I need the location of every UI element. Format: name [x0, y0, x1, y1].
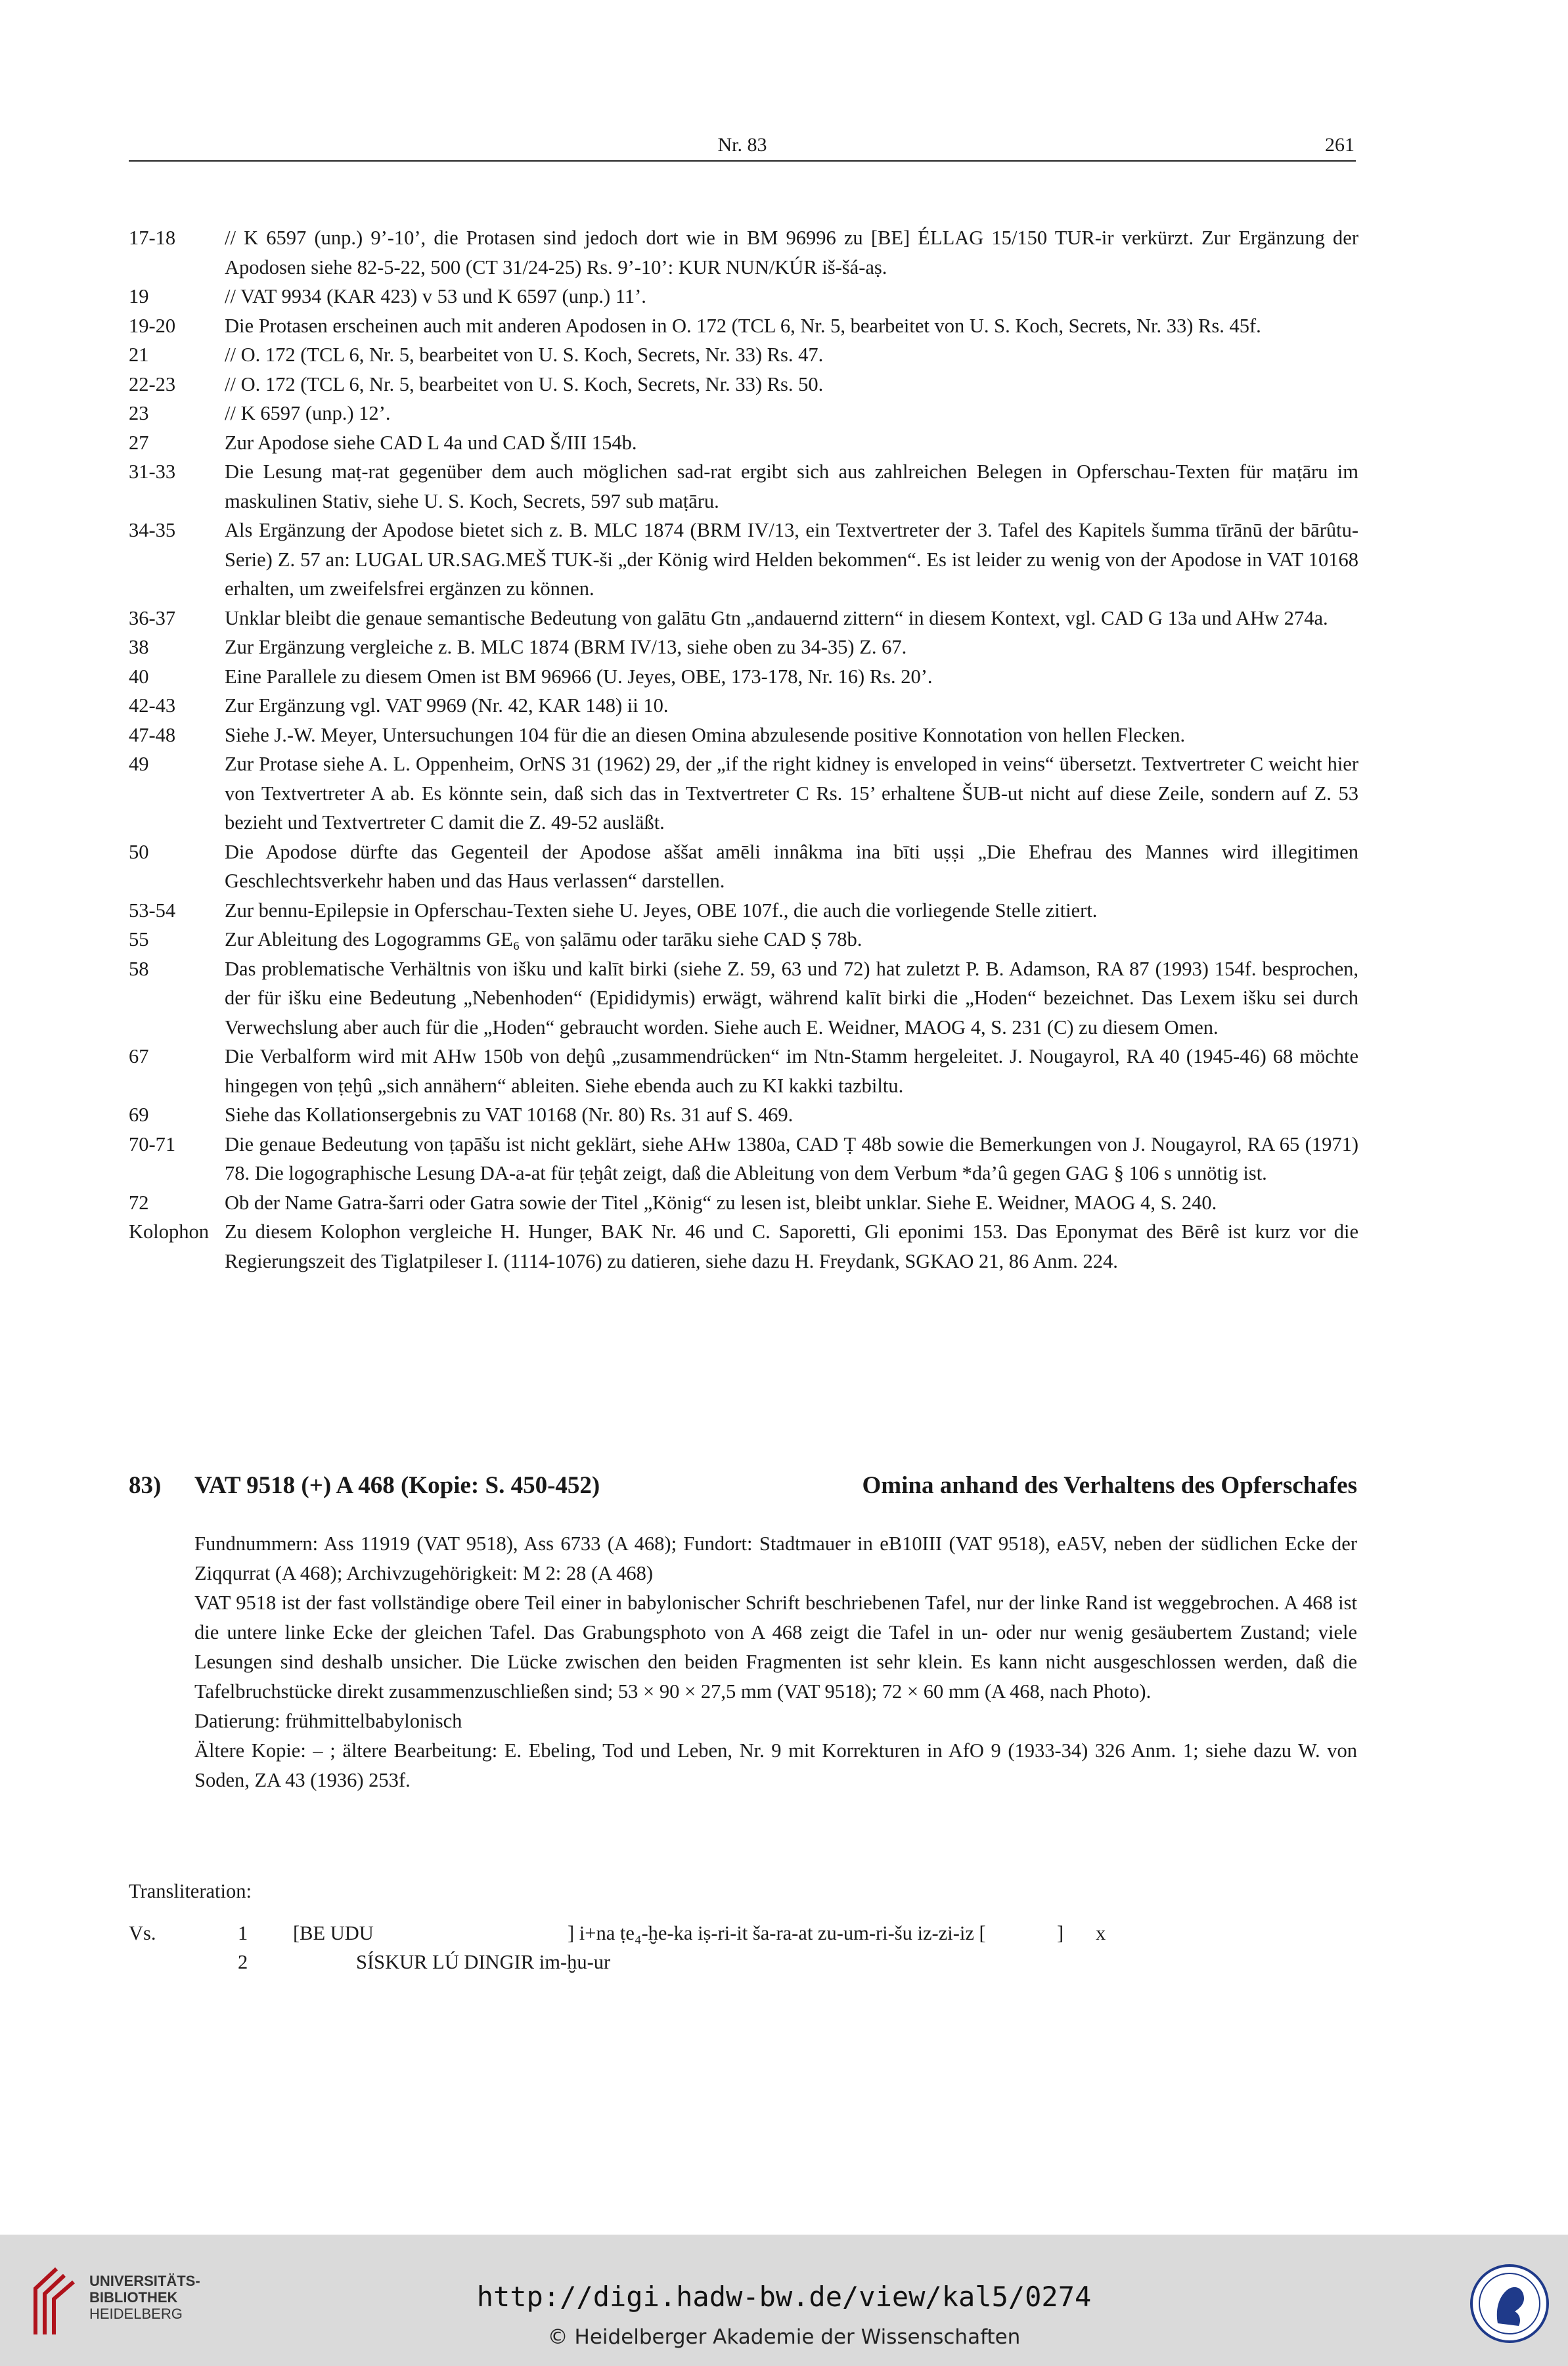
note-row [129, 604, 1358, 633]
academy-seal-icon [1469, 2263, 1550, 2344]
note-line-ref: 55 [129, 928, 149, 950]
note-text: Die Verbalform wird mit AHw 150b von deḫû „zusammendrücken“ im Ntn-Stamm hergeleitet. J. Nougayrol, RA 40 (1945-46) 68 möchte hingegen von ṭeḫû „sich annähern“ ableiten. Siehe ebenda auch zu KI kakki tazbiltu. [225, 1045, 1358, 1097]
note-text: Die genaue Bedeutung von ṭapāšu ist nicht geklärt, siehe AHw 1380a, CAD Ṭ 48b sowie die Bemerkungen von J. Nougayrol, RA 65 (1971) 78. Die logographische Lesung DA-a-at für ṭeḫât zeigt, daß die Ableitung von dem Verbum *da’û gegen GAG § 106 s unnötig ist. [225, 1132, 1358, 1184]
note-line-ref: 50 [129, 840, 149, 863]
library-name-line: UNIVERSITÄTS- [89, 2273, 200, 2289]
note-row [129, 370, 1358, 399]
note-text: Siehe J.-W. Meyer, Untersuchungen 104 für die an diesen Omina abzulesende positive Konnotation von hellen Flecken. [225, 723, 1186, 746]
running-title: Nr. 83 [717, 134, 767, 156]
note-text: Zu diesem Kolophon vergleiche H. Hunger, BAK Nr. 46 und C. Saporetti, Gli eponimi 153. Das Eponymat des Bērê ist kurz vor die Regierungszeit des Tiglatpileser I. (1114-1076) zu datieren, siehe dazu H. Freydank, SGKAO 21, 86 Anm. 224. [225, 1220, 1358, 1272]
note-line-ref: 69 [129, 1104, 149, 1126]
note-text: // O. 172 (TCL 6, Nr. 5, bearbeitet von U. S. Koch, Secrets, Nr. 33) Rs. 47. [225, 344, 824, 366]
note-line-ref: 31-33 [129, 460, 176, 483]
entry-topic: Omina anhand des Verhaltens des Opferschafes [862, 1472, 1357, 1499]
line-text-part: ] [1057, 1922, 1064, 1944]
note-line-ref: 36-37 [129, 606, 176, 629]
note-text: // K 6597 (unp.) 9’-10’, die Protasen sind jedoch dort wie in BM 96996 zu [BE] ÉLLAG 15/150 TUR-ir verkürzt. Zur Ergänzung der Apodosen siehe 82-5-22, 500 (CT 31/24-25) Rs. 9’-10’: KUR NUN/KÚR iš-šá-aṣ. [225, 227, 1358, 279]
entry-paragraph: Fundnummern: Ass 11919 (VAT 9518), Ass 6733 (A 468); Fundort: Stadtmauer in eB10III (VAT 9518), eA5V, neben der südlichen Ecke der Ziqqurrat (A 468); Archivzugehörigkeit: M 2: 28 (A 468) [194, 1532, 1357, 1584]
entry-description [194, 1529, 1357, 1795]
note-text: Die Protasen erscheinen auch mit anderen Apodosen in O. 172 (TCL 6, Nr. 5, bearbeitet von U. S. Koch, Secrets, Nr. 33) Rs. 45f. [225, 314, 1261, 337]
line-text-part: SÍSKUR LÚ DINGIR im-ḫu-ur [356, 1951, 611, 1973]
note-line-ref: 40 [129, 665, 149, 688]
commentary-notes [129, 223, 1358, 1276]
note-row [129, 223, 1358, 282]
note-row [129, 896, 1358, 926]
note-text: // VAT 9934 (KAR 423) v 53 und K 6597 (unp.) 11’. [225, 285, 646, 307]
note-line-ref: 53-54 [129, 899, 176, 922]
note-text: Zur Ergänzung vergleiche z. B. MLC 1874 (BRM IV/13, siehe oben zu 34-35) Z. 67. [225, 636, 907, 658]
line-text-part: ] i+na ṭe₄-ḫe-ka iṣ-ri-it ša-ra-at zu-um-ri-šu iz-zi-iz [ [568, 1922, 986, 1944]
note-text: Zur Apodose siehe CAD L 4a und CAD Š/III 154b. [225, 431, 637, 454]
entry-number: 83) [129, 1472, 162, 1499]
transliteration-label: Transliteration: [129, 1880, 252, 1902]
note-text: Als Ergänzung der Apodose bietet sich z. B. MLC 1874 (BRM IV/13, ein Textvertreter der 3. Tafel des Kapitels šumma tīrānū der bārûtu-Serie) Z. 57 an: LUGAL UR.SAG.MEŠ TUK-ši „der König wird Helden bekommen“. Es ist leider zu wenig von der Apodose in VAT 10168 erhalten, um zweifelsfrei ergänzen zu können. [225, 519, 1358, 600]
note-text: // O. 172 (TCL 6, Nr. 5, bearbeitet von U. S. Koch, Secrets, Nr. 33) Rs. 50. [225, 372, 824, 395]
tablet-side: Vs. [129, 1922, 156, 1944]
note-row [129, 662, 1358, 692]
note-row [129, 633, 1358, 662]
entry-title: VAT 9518 (+) A 468 (Kopie: S. 450-452) [194, 1472, 600, 1499]
note-row [129, 1130, 1358, 1188]
note-text: Das problematische Verhältnis von išku und kalīt birki (siehe Z. 59, 63 und 72) hat zuletzt P. B. Adamson, RA 87 (1993) 154f. besprochen, der für išku eine Bedeutung „Nebenhoden“ (Epididymis) erwägt, während kalīt birki die „Hoden“ bezeichnet. Das Lexem išku sei durch Verwechslung aber auch für die „Hoden“ gebraucht worden. Siehe auch E. Weidner, MAOG 4, S. 231 (C) zu diesem Omen. [225, 957, 1358, 1038]
note-line-ref: 34-35 [129, 519, 176, 541]
note-line-ref: 19-20 [129, 314, 176, 337]
note-text: Zur Ergänzung vgl. VAT 9969 (Nr. 42, KAR 148) ii 10. [225, 694, 669, 717]
page-number: 261 [1325, 134, 1355, 156]
copyright-notice: © Heidelberger Akademie der Wissenschaften [547, 2325, 1021, 2349]
document-url-link[interactable]: http://digi.hadw-bw.de/view/kal5/0274 [476, 2281, 1092, 2313]
entry-paragraph: VAT 9518 ist der fast vollständige obere Teil einer in babylonischer Schrift beschriebenen Tafel, nur der linke Rand ist weggebrochen. A 468 ist die untere linke Ecke der gleichen Tafel. Das Grabungsphoto von A 468 zeigt die Tafel in un- oder nur wenig gesäubertem Zustand; viele Lesungen sind deshalb unsicher. Die Lücke zwischen den beiden Fragmenten ist sehr klein. Es kann nicht ausgeschlossen werden, daß die Tafelbruchstücke direkt zusammenzuschließen sind; 53 × 90 × 27,5 mm (VAT 9518); 72 × 60 mm (A 468, nach Photo). [194, 1592, 1357, 1703]
note-text: Eine Parallele zu diesem Omen ist BM 96966 (U. Jeyes, OBE, 173-178, Nr. 16) Rs. 20’. [225, 665, 933, 688]
note-row [129, 340, 1358, 370]
line-text-part: x [1096, 1922, 1106, 1944]
note-line-ref: 22-23 [129, 372, 176, 395]
note-text: Zur bennu-Epilepsie in Opferschau-Texten siehe U. Jeyes, OBE 107f., die auch die vorliegende Stelle zitiert. [225, 899, 1098, 922]
note-row [129, 721, 1358, 750]
transliteration-line [129, 1922, 1357, 1952]
line-number: 1 [238, 1922, 248, 1944]
note-text: Siehe das Kollationsergebnis zu VAT 10168 (Nr. 80) Rs. 31 auf S. 469. [225, 1104, 794, 1126]
note-text: Zur Protase siehe A. L. Oppenheim, OrNS 31 (1962) 29, der „if the right kidney is enveloped in veins“ übersetzt. Textvertreter C weicht hier von Textvertreter A ab. Es könnte sein, daß sich das in Textvertreter C Rs. 15’ erhaltene ŠUB-ut nicht auf diese Zeile, sondern auf Z. 53 bezieht und Textvertreter C damit die Z. 49-52 ausläßt. [225, 753, 1358, 834]
note-row [129, 925, 1358, 954]
running-head [129, 129, 1356, 162]
note-line-ref: 70-71 [129, 1132, 176, 1155]
note-row [129, 399, 1358, 428]
note-row [129, 516, 1358, 604]
note-row [129, 1217, 1358, 1276]
note-text: // K 6597 (unp.) 12’. [225, 402, 391, 424]
note-line-ref: 17-18 [129, 227, 176, 249]
note-row [129, 428, 1358, 458]
note-line-ref: 42-43 [129, 694, 176, 717]
note-text: Die Apodose dürfte das Gegenteil der Apodose aššat amēli innâkma ina bīti uṣṣi „Die Ehefrau des Mannes wird illegitimen Geschlechtsverkehr haben und das Haus verlassen“ darstellen. [225, 840, 1358, 892]
note-text: Zur Ableitung des Logogramms GE₆ von ṣalāmu oder tarāku siehe CAD Ṣ 78b. [225, 928, 862, 950]
transliteration-line [129, 1951, 1357, 1981]
note-line-ref: 72 [129, 1191, 149, 1214]
note-row [129, 1042, 1358, 1100]
note-text: Unklar bleibt die genaue semantische Bedeutung von galātu Gtn „andauernd zittern“ in diesem Kontext, vgl. CAD G 13a und AHw 274a. [225, 606, 1328, 629]
note-row [129, 311, 1358, 341]
note-row [129, 1100, 1358, 1130]
entry-heading [129, 1471, 1357, 1504]
note-line-ref: 21 [129, 344, 149, 366]
entry-paragraph: Datierung: frühmittelbabylonisch [194, 1710, 462, 1732]
note-line-ref: 38 [129, 636, 149, 658]
note-row [129, 954, 1358, 1042]
note-line-ref: 47-48 [129, 723, 176, 746]
note-line-ref: 27 [129, 431, 149, 454]
note-line-ref: 19 [129, 285, 149, 307]
entry-paragraph: Ältere Kopie: – ; ältere Bearbeitung: E. Ebeling, Tod und Leben, Nr. 9 mit Korrekturen in AfO 9 (1933-34) 326 Anm. 1; siehe dazu W. von Soden, ZA 43 (1936) 253f. [194, 1739, 1357, 1791]
note-row [129, 282, 1358, 311]
note-row [129, 837, 1358, 896]
library-name-line: HEIDELBERG [89, 2306, 183, 2322]
note-row [129, 457, 1358, 516]
line-text-part: [BE UDU [293, 1922, 374, 1944]
note-row [129, 691, 1358, 721]
note-line-ref: 23 [129, 402, 149, 424]
note-text: Ob der Name Gatra-šarri oder Gatra sowie der Titel „König“ zu lesen ist, bleibt unklar. Siehe E. Weidner, MAOG 4, S. 240. [225, 1191, 1217, 1214]
note-text: Die Lesung maṭ-rat gegenüber dem auch möglichen sad-rat ergibt sich aus zahlreichen Belegen in Opferschau-Texten für maṭāru im maskulinen Stativ, siehe U. S. Koch, Secrets, 597 sub maṭāru. [225, 460, 1358, 512]
library-name-line: BIBLIOTHEK [89, 2289, 178, 2306]
note-line-ref: 67 [129, 1045, 149, 1067]
note-line-ref: Kolophon [129, 1220, 209, 1243]
note-row [129, 1188, 1358, 1218]
footer-bar [0, 2235, 1568, 2366]
note-line-ref: 49 [129, 753, 149, 775]
line-number: 2 [238, 1951, 248, 1973]
note-row [129, 749, 1358, 837]
note-line-ref: 58 [129, 957, 149, 980]
